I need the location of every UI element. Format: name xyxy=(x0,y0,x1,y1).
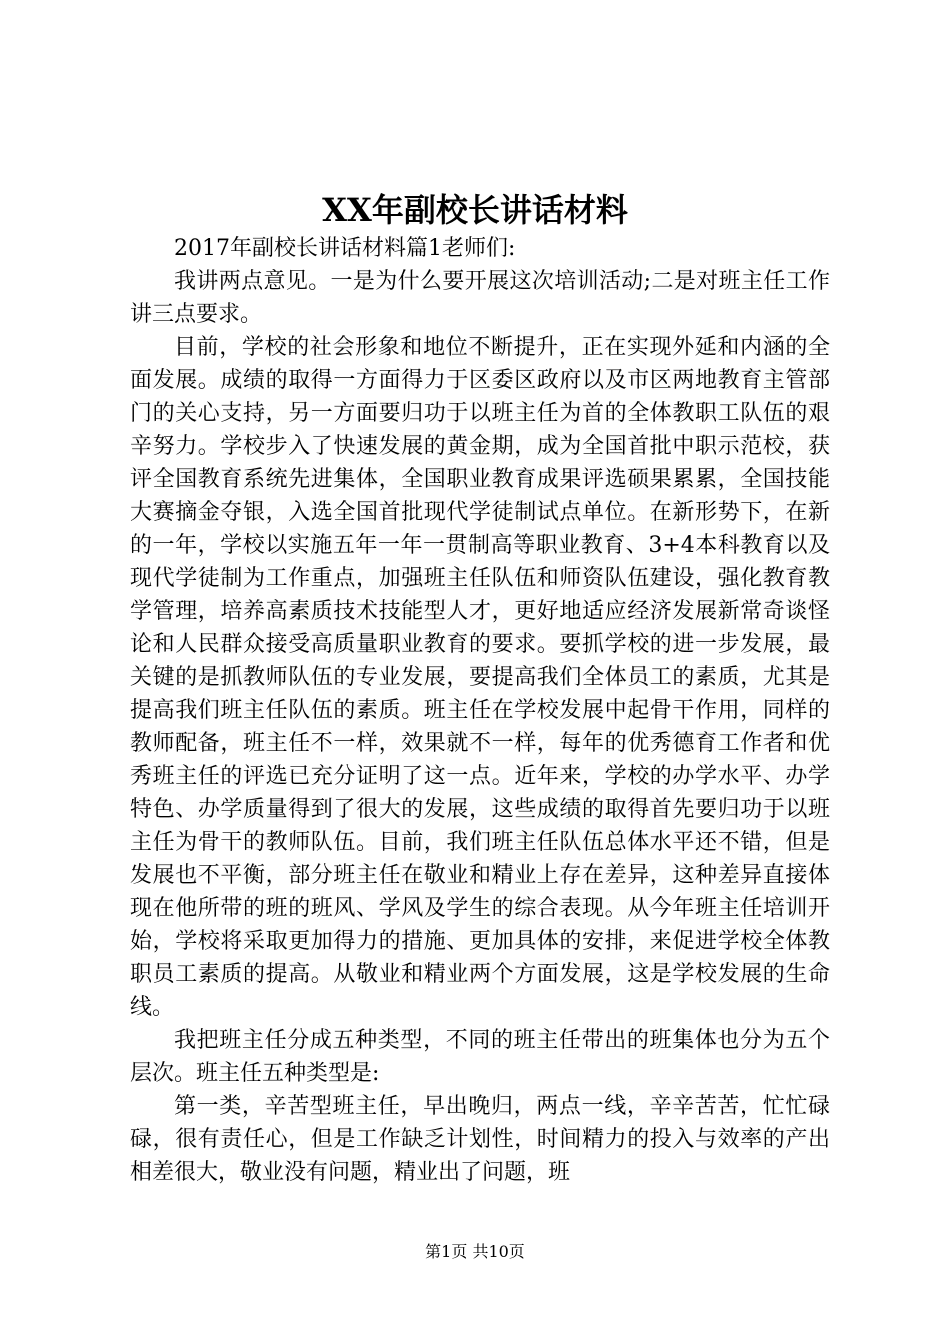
document-body xyxy=(130,232,830,1189)
paragraph: 2017年副校长讲话材料篇1老师们: xyxy=(174,236,516,261)
paragraph: 第一类，辛苦型班主任，早出晚归，两点一线，辛辛苦苦，忙忙碌碌，很有责任心，但是工作缺乏计划性，时间精力的投入与效率的产出相差很大，敬业没有问题，精业出了问题，班 xyxy=(130,1094,830,1185)
paragraph: 目前，学校的社会形象和地位不断提升，正在实现外延和内涵的全面发展。成绩的取得一方面得力于区委区政府以及市区两地教育主管部门的关心支持，另一方面要归功于以班主任为首的全体教职工队伍的艰辛努力。学校步入了快速发展的黄金期，成为全国首批中职示范校，获评全国教育系统先进集体，全国职业教育成果评选硕果累累，全国技能大赛摘金夺银，入选全国首批现代学徒制试点单位。在新形势下，在新的一年，学校以实施五年一年一贯制高等职业教育、3+4本科教育以及现代学徒制为工作重点，加强班主任队伍和师资队伍建设，强化教育教学管理，培养高素质技术技能型人才，更好地适应经济发展新常奇谈怪论和人民群众接受高质量职业教育的要求。要抓学校的进一步发展，最关键的是抓教师队伍的专业发展，要提高我们全体员工的素质，尤其是提高我们班主任队伍的素质。班主任在学校发展中起骨干作用，同样的教师配备，班主任不一样，效果就不一样，每年的优秀德育工作者和优秀班主任的评选已充分证明了这一点。近年来，学校的办学水平、办学特色、办学质量得到了很大的发展，这些成绩的取得首先要归功于以班主任为骨干的教师队伍。目前，我们班主任队伍总体水平还不错，但是发展也不平衡，部分班主任在敬业和精业上存在差异，这种差异直接体现在他所带的班的班风、学风及学生的综合表现。从今年班主任培训开始，学校将采取更加得力的措施、更加具体的安排，来促进学校全体教职员工素质的提高。从敬业和精业两个方面发展，这是学校发展的生命线。 xyxy=(130,335,830,1020)
document-title: XX年副校长讲话材料 xyxy=(322,191,628,229)
page-footer: 第1页 共10页 xyxy=(425,1242,525,1261)
paragraph: 我讲两点意见。一是为什么要开展这次培训活动;二是对班主任工作讲三点要求。 xyxy=(130,269,830,327)
paragraph: 我把班主任分成五种类型，不同的班主任带出的班集体也分为五个层次。班主任五种类型是: xyxy=(130,1028,830,1086)
